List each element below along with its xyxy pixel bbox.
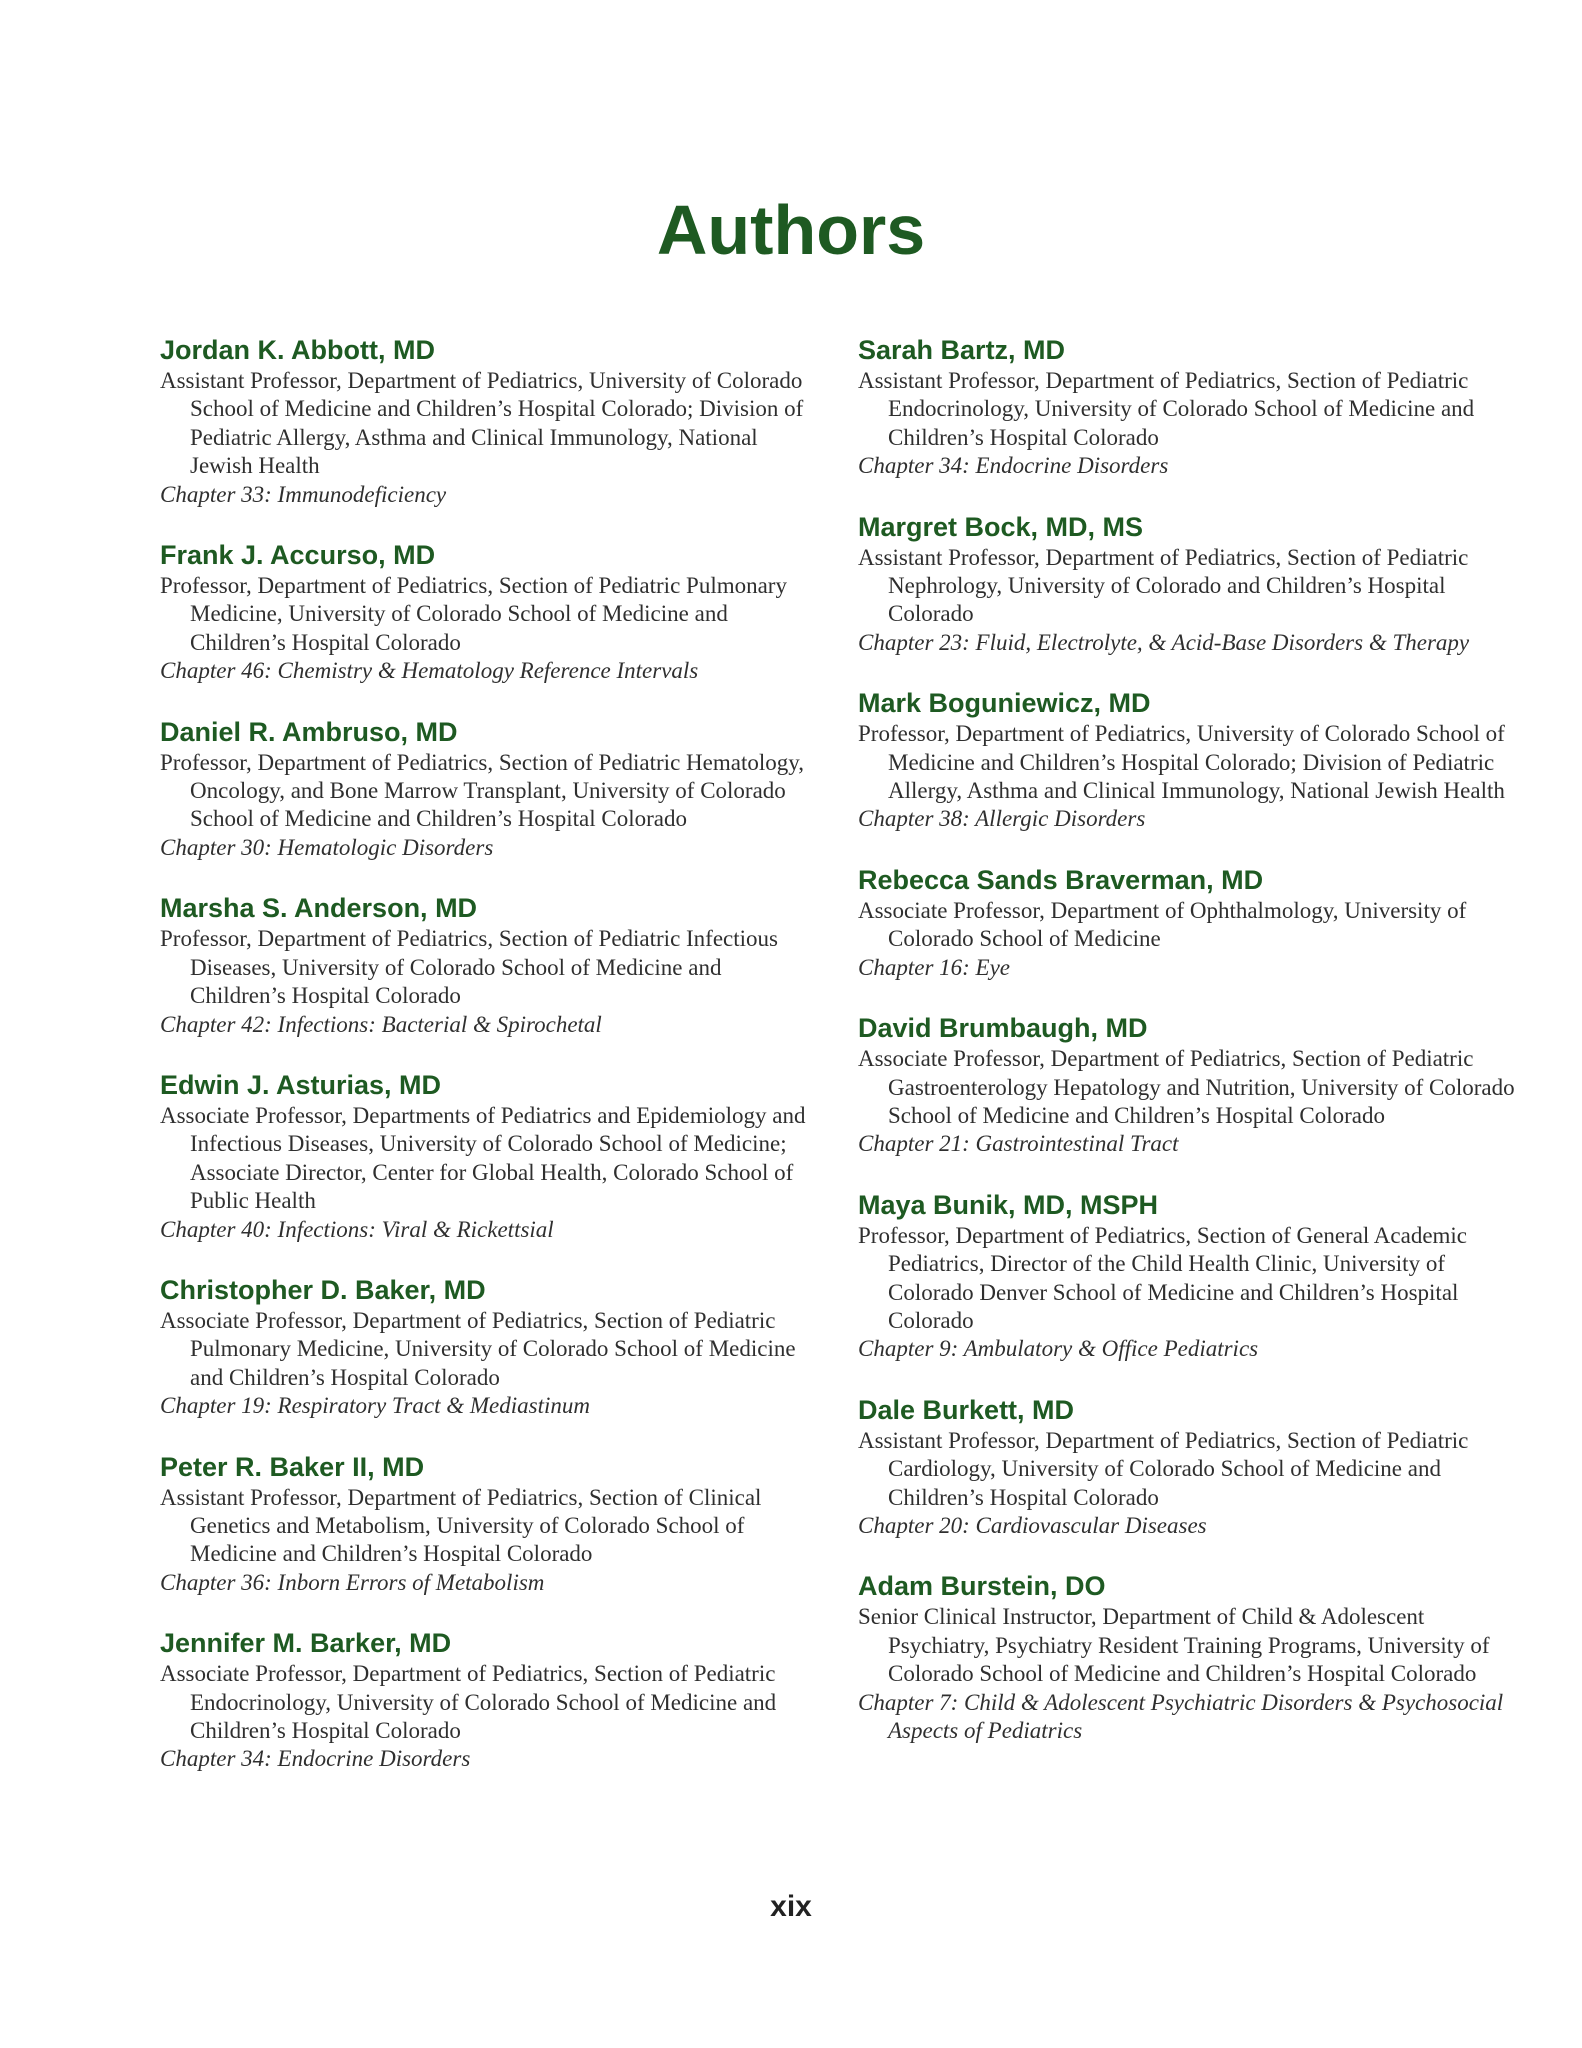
author-name: Adam Burstein, DO [858, 1571, 1106, 1602]
author-entry [858, 1188, 1518, 1364]
author-chapter: Chapter 7: Child & Adolescent Psychiatric Disorders & Psychosocial Aspects of Pediatrics [858, 1689, 1504, 1743]
author-name: Edwin J. Asturias, MD [160, 1069, 442, 1100]
author-affiliation: Associate Professor, Department of Ophthalmology, University of Colorado School of Medicine [858, 897, 1467, 952]
author-entry [160, 1450, 810, 1598]
author-affiliation: Assistant Professor, Department of Pediatrics, Section of Pediatric Nephrology, University of Colorado and Children’s Hospital Colorado [858, 544, 1469, 627]
author-entry [160, 1626, 810, 1774]
author-chapter: Chapter 20: Cardiovascular Diseases [858, 1512, 1207, 1538]
author-chapter: Chapter 46: Chemistry & Hematology Reference Intervals [160, 658, 699, 684]
author-chapter: Chapter 19: Respiratory Tract & Mediastinum [160, 1393, 590, 1419]
author-name: David Brumbaugh, MD [858, 1013, 1148, 1044]
author-affiliation: Assistant Professor, Department of Pediatrics, Section of Pediatric Endocrinology, University of Colorado School of Medicine and Children’s Hospital Colorado [858, 368, 1475, 450]
author-affiliation: Professor, Department of Pediatrics, Section of Pediatric Hematology, Oncology, and Bone Marrow Transplant, University of Colorado School of Medicine and Children’s Hospital Colorado [160, 749, 804, 832]
author-entry [858, 863, 1518, 982]
author-entry [858, 1393, 1518, 1541]
author-name: Margret Bock, MD, MS [858, 511, 1144, 542]
author-chapter: Chapter 40: Infections: Viral & Rickettsial [160, 1216, 554, 1242]
author-chapter: Chapter 23: Fluid, Electrolyte, & Acid-Base Disorders & Therapy [858, 629, 1470, 655]
page-number: xix [770, 1890, 812, 1923]
author-entry [858, 1569, 1518, 1745]
author-entry [160, 715, 810, 863]
author-affiliation: Associate Professor, Departments of Pediatrics and Epidemiology and Infectious Diseases, University of Colorado School of Medicine; Associate Director, Center for Global Health, Colorado School of Public Health [160, 1102, 806, 1214]
author-chapter: Chapter 34: Endocrine Disorders [160, 1746, 471, 1772]
author-entry [160, 1273, 810, 1421]
author-name: Sarah Bartz, MD [858, 335, 1066, 365]
author-entry [858, 1011, 1518, 1159]
author-name: Mark Boguniewicz, MD [858, 688, 1151, 719]
author-affiliation: Senior Clinical Instructor, Department of Child & Adolescent Psychiatry, Psychiatry Resident Training Programs, University of Colorado School of Medicine and Children’s Hospital Colorado [858, 1604, 1490, 1687]
author-entry [858, 510, 1518, 658]
author-name: Daniel R. Ambruso, MD [160, 716, 458, 747]
page-title: Authors [656, 191, 926, 269]
author-affiliation: Professor, Department of Pediatrics, University of Colorado School of Medicine and Children’s Hospital Colorado; Division of Pediatric Allergy, Asthma and Clinical Immunology, National Jewish Health [858, 721, 1505, 804]
author-affiliation: Professor, Department of Pediatrics, Section of Pediatric Pulmonary Medicine, University of Colorado School of Medicine and Children’s Hospital Colorado [160, 573, 787, 655]
author-chapter: Chapter 38: Allergic Disorders [858, 806, 1146, 832]
author-name: Jordan K. Abbott, MD [160, 335, 435, 365]
author-affiliation: Assistant Professor, Department of Pediatrics, Section of Clinical Genetics and Metabolism, University of Colorado School of Medicine and Children’s Hospital Colorado [160, 1484, 762, 1567]
author-entry [160, 333, 810, 509]
author-entry [160, 891, 810, 1039]
author-chapter: Chapter 36: Inborn Errors of Metabolism [160, 1569, 545, 1595]
author-name: Jennifer M. Barker, MD [160, 1628, 452, 1659]
author-name: Christopher D. Baker, MD [160, 1274, 486, 1305]
author-name: Rebecca Sands Braverman, MD [858, 864, 1264, 895]
author-chapter: Chapter 34: Endocrine Disorders [858, 453, 1169, 479]
author-name: Frank J. Accurso, MD [160, 540, 436, 571]
author-entry [858, 333, 1518, 481]
author-chapter: Chapter 42: Infections: Bacterial & Spirochetal [160, 1011, 602, 1037]
author-chapter: Chapter 9: Ambulatory & Office Pediatrics [858, 1336, 1259, 1362]
author-chapter: Chapter 33: Immunodeficiency [160, 481, 447, 507]
author-entry [160, 1068, 810, 1244]
author-chapter: Chapter 30: Hematologic Disorders [160, 834, 494, 860]
author-chapter: Chapter 16: Eye [858, 954, 1011, 980]
author-affiliation: Professor, Department of Pediatrics, Section of Pediatric Infectious Diseases, University of Colorado School of Medicine and Children’s Hospital Colorado [160, 926, 778, 1009]
left-column [160, 333, 810, 1803]
author-chapter: Chapter 21: Gastrointestinal Tract [858, 1131, 1179, 1157]
author-entry [858, 686, 1518, 834]
author-name: Marsha S. Anderson, MD [160, 893, 478, 924]
author-affiliation: Professor, Department of Pediatrics, Section of General Academic Pediatrics, Director of the Child Health Clinic, University of Colorado Denver School of Medicine and Children’s Hospital Colorado [858, 1222, 1468, 1333]
author-affiliation: Associate Professor, Department of Pediatrics, Section of Pediatric Gastroenterology Hepatology and Nutrition, University of Colorado School of Medicine and Children’s Hospital Colorado [858, 1046, 1515, 1128]
author-affiliation: Associate Professor, Department of Pediatrics, Section of Pediatric Endocrinology, University of Colorado School of Medicine and Children’s Hospital Colorado [160, 1661, 777, 1743]
author-affiliation: Assistant Professor, Department of Pediatrics, Section of Pediatric Cardiology, University of Colorado School of Medicine and Children’s Hospital Colorado [858, 1427, 1469, 1510]
author-name: Maya Bunik, MD, MSPH [858, 1189, 1159, 1220]
author-entry [160, 538, 810, 686]
author-affiliation: Assistant Professor, Department of Pediatrics, University of Colorado School of Medicine and Children’s Hospital Colorado; Division of Pediatric Allergy, Asthma and Clinical Immunology, National Jewish Health [160, 368, 804, 479]
author-name: Peter R. Baker II, MD [160, 1451, 425, 1482]
author-name: Dale Burkett, MD [858, 1394, 1075, 1425]
author-affiliation: Associate Professor, Department of Pediatrics, Section of Pediatric Pulmonary Medicine, University of Colorado School of Medicine and Children’s Hospital Colorado [160, 1307, 796, 1390]
right-column [858, 333, 1518, 1774]
